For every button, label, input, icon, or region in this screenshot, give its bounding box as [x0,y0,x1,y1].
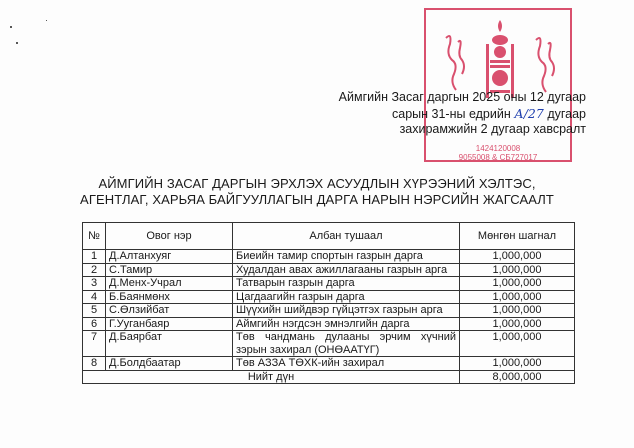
soyombo-seal-icon [426,10,574,164]
table-row: 1 Д.Алтанхуяг Биеийн тамир спортын газрын дарга 1,000,000 [83,250,575,264]
table-row: 4 Б.Баянмөнх Цагдаагийн газрын дарга 1,000,000 [83,290,575,304]
ref-line-1: Аймгийн Засаг даргын 2025 оны 12 дугаар [338,90,586,104]
table-row: 3 Д.Менх-Учрал Татварын газрын дарга 1,000,000 [83,277,575,291]
table-row: 8 Д.Болдбаатар Төв АЗЗА ТӨХК-ийн захирал 1,000,000 [83,357,575,371]
stamp-number: 1424120008 [475,144,521,153]
award-table [82,222,575,384]
table-row: 5 С.Өлзийбат Шүүхийн шийдвэр гүйцэтгэх газрын арга 1,000,000 [83,304,575,318]
stamp-number-2: 9055008 & CБ727017 [458,153,538,162]
speck [46,20,47,21]
handwritten-number: А/27 [514,105,544,121]
speck [16,42,18,44]
total-amount: 8,000,000 [460,370,575,384]
total-row [83,370,575,384]
col-number: № [83,223,106,250]
total-label: Нийт дүн [83,370,460,384]
table-header-row [83,223,575,250]
col-amount: Мөнгөн шагнал [460,223,575,250]
attachment-reference [339,90,586,138]
ref-line-3: захирамжийн 2 дугаар хавсралт [399,122,586,136]
official-stamp [424,8,572,162]
speck [10,26,12,28]
col-name: Овог нэр [106,223,233,250]
col-position: Албан тушаал [233,223,460,250]
table-row: 2 С.Тамир Худалдан авах ажиллагааны газрын арга 1,000,000 [83,263,575,277]
table-row: 7 Д.Баярбат Төв чандмань дулааны эрчим хүчний зэрын захирал (ОНӨААТҮГ) 1,000,000 [83,331,575,357]
document-title: АЙМГИЙН ЗАСАГ ДАРГЫН ЭРХЛЭХ АСУУДЛЫН ХҮРЭЭНИЙ ХЭЛТЭС, АГЕНТЛАГ, ХАРЬЯА БАЙГУУЛЛАГЫН ДАРГА НАРЫН НЭРСИЙН ЖАГСААЛТ [80,176,554,207]
ref-line-2: сарын 31-ны едрийн А/27 дугаар [392,105,586,121]
table-row: 6 Г.Ууганбаяр Аймгийн нэгдсэн эмнэлгийн дарга 1,000,000 [83,317,575,331]
